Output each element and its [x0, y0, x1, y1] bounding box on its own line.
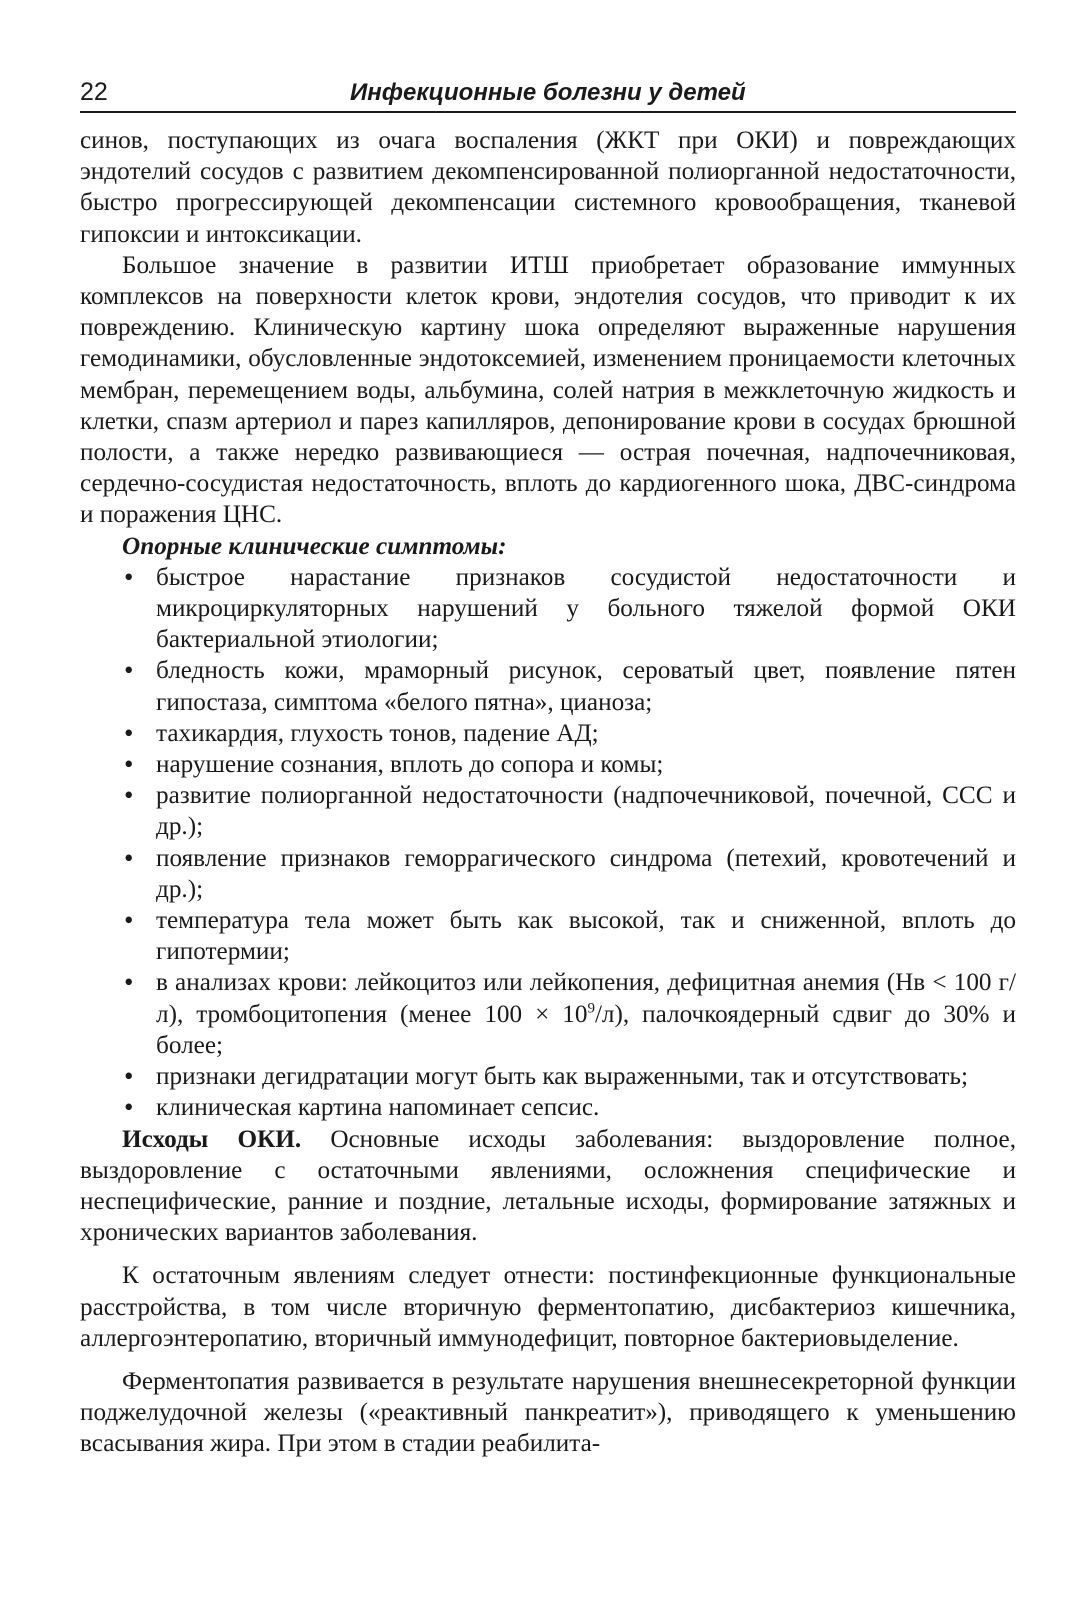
list-item: • нарушение сознания, вплоть до сопора и комы; — [156, 749, 1016, 780]
running-title: Инфекционные болезни у детей — [350, 79, 746, 106]
list-item: • признаки дегидратации могут быть как выраженными, так и отсутствовать; — [156, 1061, 1016, 1092]
blood-text-after: /л), палочкоядерный сдвиг до 30% и более; — [156, 1000, 1016, 1059]
paragraph-residual: К остаточным явлениям следует отнести: постинфекционные функциональные расстройства, в том числе вторичную ферментопатию, дисбактериоз кишечника, аллергоэнтеропатию, вторичный иммунодефицит, повторное бактериовыделение. — [80, 1262, 1016, 1352]
list-item: • развитие полиорганной недостаточности (надпочечниковой, почечной, ССС и др.); — [156, 780, 1016, 842]
list-item-blood-tests — [156, 967, 1016, 1061]
list-item: • тахикардия, глухость тонов, падение АД; — [156, 718, 1016, 749]
paragraph-outcomes — [80, 1124, 1016, 1249]
list-item: • появление признаков геморрагического синдрома (петехий, кровотечений и др.); — [156, 843, 1016, 905]
page-header — [80, 78, 1016, 113]
outcomes-run-in: Исходы ОКИ. — [122, 1125, 302, 1153]
paragraph-enzymopathy: Ферментопатия развивается в результате нарушения внешнесекреторной функции поджелудочной железы («реактивный панкреатит»), приводящего к уменьшению всасывания жира. При этом в стадии реабилита- — [80, 1367, 1016, 1458]
page-number: 22 — [80, 78, 108, 106]
exponent: 9 — [587, 1000, 595, 1017]
symptoms-list — [80, 562, 1016, 1124]
symptoms-heading: Опорные клинические симптомы: — [122, 532, 507, 560]
list-item: • клиническая картина напоминает сепсис. — [156, 1092, 1016, 1123]
paragraph-continued: синов, поступающих из очага воспаления (ЖКТ при ОКИ) и повреждающих эндотелий сосудов с развитием декомпенсированной полиорганной недостаточности, быстро прогрессирующей декомпенсации системного кровообращения, тканевой гипоксии и интоксикации. — [80, 127, 1016, 248]
body-text — [80, 125, 1016, 1460]
outcomes-text: Основные исходы заболевания: выздоровление полное, выздоровление с остаточными явлениями, осложнения специфические и неспецифические, ранние и поздние, летальные исходы, формирование затяжных и хронических вариантов заболевания. — [80, 1125, 1016, 1247]
list-item: • быстрое нарастание признаков сосудистой недостаточности и микроциркуляторных нарушений у больного тяжелой формой ОКИ бактериальной этиологии; — [156, 562, 1016, 656]
blood-text-before: в анализах крови: лейкоцитоз или лейкопения, дефицитная анемия (Нв < 100 г/л), тромбоцитопения (менее 100 × 10 — [156, 969, 1016, 1028]
list-item: • бледность кожи, мраморный рисунок, сероватый цвет, появление пятен гипостаза, симптома «белого пятна», цианоза; — [156, 655, 1016, 717]
paragraph-its: Большое значение в развитии ИТШ приобретает образование иммунных комплексов на поверхности клеток крови, эндотелия сосудов, что приводит к их повреждению. Клиническую картину шока определяют выраженные нарушения гемодинамики, обусловленные эндотоксемией, изменением проницаемости клеточных мембран, перемещением воды, альбумина, солей натрия в межклеточную жидкость и клетки, спазм артериол и парез капилляров, депонирование крови в сосудах брюшной полости, а также нередко развивающиеся — острая почечная, надпочечниковая, сердечно-сосудистая недостаточность, вплоть до кардиогенного шока, ДВС-синдрома и поражения ЦНС. — [80, 251, 1016, 529]
list-item: • температура тела может быть как высокой, так и сниженной, вплоть до гипотермии; — [156, 905, 1016, 967]
